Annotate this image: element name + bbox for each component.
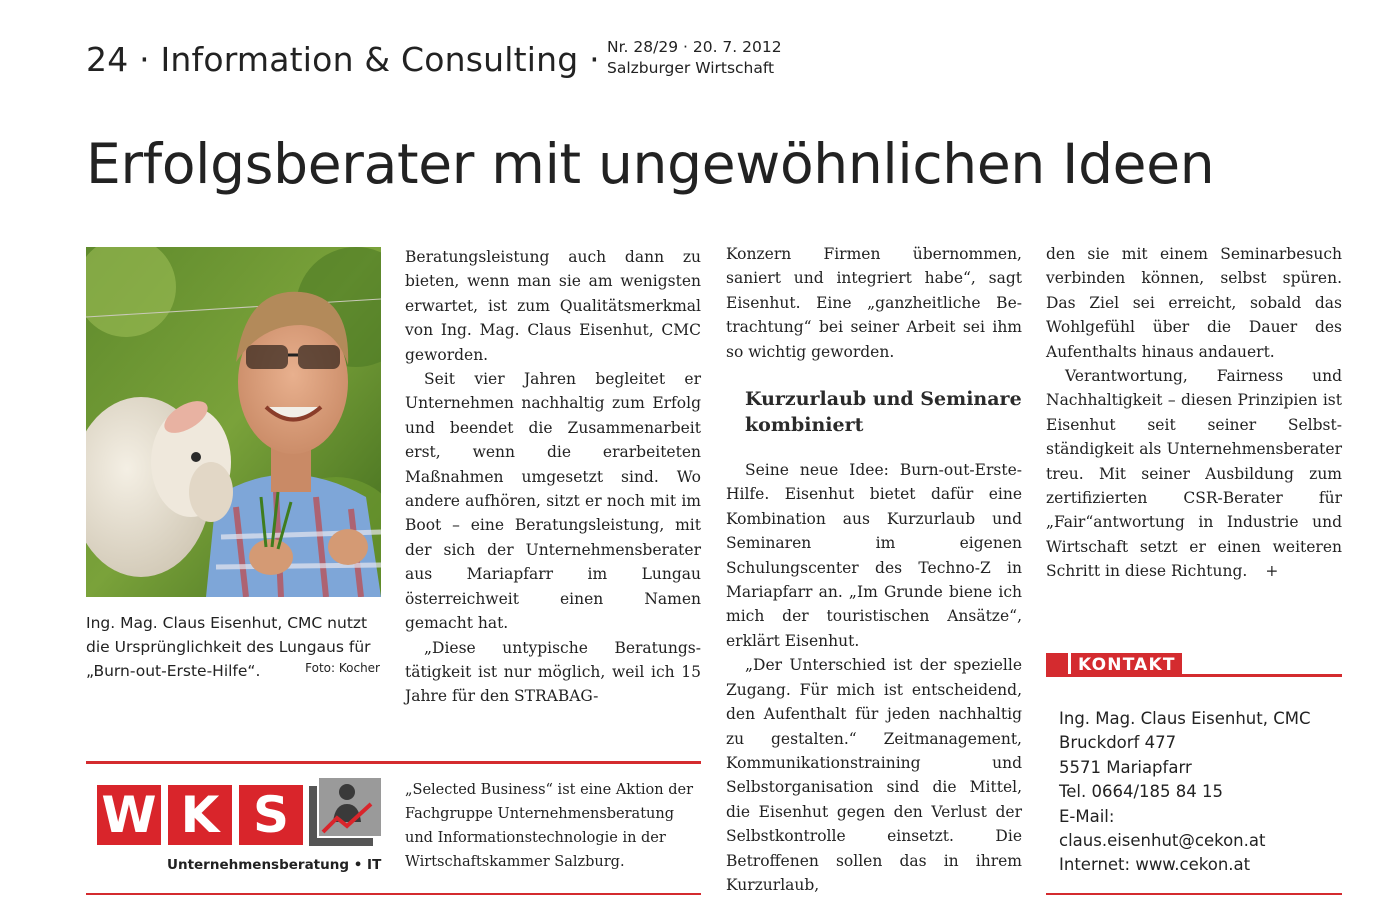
- issue-number-date: Nr. 28/29 · 20. 7. 2012: [607, 38, 782, 56]
- photo-credit: Foto: Kocher: [305, 661, 380, 675]
- issue-info: [607, 37, 782, 79]
- paragraph-text: Verantwortung, Fairness und Nachhaltigkeit – diesen Prinzipien ist Eisenhut seit seiner Selbstständigkeit als Unternehmensberater treu. Mit seiner Ausbildung zum zertifizierten CSR-Berater für „Fair“antwortung in Industrie und Wirtschaft setzt er einen weiteren Schritt in diese Richtung.: [1046, 367, 1342, 581]
- contact-website[interactable]: Internet: www.cekon.at: [1059, 855, 1251, 875]
- article-headline: Erfolgsberater mit ungewöhnlichen Ideen: [86, 132, 1215, 196]
- paragraph: den sie mit einem Seminarbesuch verbinden können, selbst spüren. Das Ziel sei erreicht, sobald das Wohlgefühl über die Dauer des Aufenthalts hinaus andauert.: [1046, 245, 1342, 361]
- wks-logo: [97, 778, 382, 878]
- page-section-title: 24 · Information & Consulting ·: [86, 40, 600, 79]
- divider-rule: [86, 761, 701, 764]
- photo-caption-text: Ing. Mag. Claus Eisenhut, CMC nutzt die Ursprünglichkeit des Lungaus für „Burn-out-Erste-Hilfe“.: [86, 614, 371, 680]
- paragraph: Seit vier Jahren begleitet er Unternehmen nachhaltig zum Erfolg und beendet die Zusammenarbeit erst, wenn die erarbeiteten Maßnahmen umgesetzt sind. Wo andere aufhören, sitzt er noch mit im Boot – eine Beratungsleistung, mit der sich der Unternehmensberater aus Mariapfarr im Lungau österreichweit einen Namen gemacht hat.: [405, 370, 701, 633]
- article-column-2: [726, 242, 1022, 897]
- selected-business-note: „Selected Business“ ist eine Aktion der Fachgruppe Unternehmensberatung und Informationstechnologie in der Wirtschaftskammer Salzburg.: [405, 782, 694, 870]
- paragraph: „Der Unterschied ist der spezielle Zugang. Für mich ist entscheidend, den Aufenthalt für jeden nachhaltig zu gestalten.“ Zeitmanagement, Kommunikationstraining und Selbstorganisation sind die Mittel, die Eisenhut gegen den Verlust der Selbstkontrolle einsetzt. Die Betroffenen sollen das in ihrem Kurzurlaub,: [726, 656, 1022, 894]
- contact-city: 5571 Mariapfarr: [1059, 757, 1192, 777]
- contact-email[interactable]: claus.eisenhut@cekon.at: [1059, 831, 1266, 851]
- divider-rule: [86, 893, 701, 895]
- paragraph: Konzern Firmen übernommen, saniert und integriert habe“, sagt Eisenhut. Eine „ganzheitliche Betrachtung“ bei seiner Arbeit sei ihm so wichtig geworden.: [726, 245, 1022, 361]
- logo-subtitle: Unternehmensberatung • IT: [167, 857, 382, 873]
- end-mark: +: [1265, 562, 1279, 581]
- article-photo: [86, 247, 381, 597]
- contact-street: Bruckdorf 477: [1059, 733, 1177, 753]
- kontakt-details: [1059, 707, 1349, 878]
- logo-letter: S: [239, 785, 303, 845]
- contact-email-label: E-Mail:: [1059, 806, 1115, 826]
- paragraph: [1046, 364, 1342, 584]
- photo-caption: [86, 611, 386, 683]
- contact-name: Ing. Mag. Claus Eisenhut, CMC: [1059, 709, 1311, 728]
- article-column-1: [405, 245, 701, 709]
- paragraph: Seine neue Idee: Burn-out-Erste-Hilfe. Eisenhut bietet dafür eine Kombination aus Kurzurlaub und Seminaren im eigenen Schulungscenter des Techno-Z in Mariapfarr an. „Im Grunde biene ich mich der touristischen Ansätze“, erklärt Eisenhut.: [726, 461, 1022, 650]
- paragraph: „Diese untypische Beratungstätigkeit ist nur möglich, weil ich 15 Jahre für den STRABAG-: [405, 638, 701, 706]
- kontakt-header: [1046, 653, 1342, 677]
- article-column-3: [1046, 242, 1342, 584]
- paragraph: Beratungsleistung auch dann zu bieten, wenn man sie am wenigsten erwartet, ist zum Qualitätsmerkmal von Ing. Mag. Claus Eisenhut, CMC geworden.: [405, 248, 701, 364]
- contact-phone: Tel. 0664/185 84 15: [1059, 782, 1224, 802]
- logo-letter: W: [97, 785, 161, 845]
- publication-name: Salzburger Wirtschaft: [607, 59, 775, 77]
- consultant-chart-icon: [309, 778, 381, 848]
- logo-letter: K: [168, 785, 232, 845]
- article-subheading: Kurzurlaub und Seminare kombiniert: [745, 388, 1022, 437]
- divider-rule: [1046, 893, 1342, 895]
- kontakt-label: KONTAKT: [1078, 655, 1176, 675]
